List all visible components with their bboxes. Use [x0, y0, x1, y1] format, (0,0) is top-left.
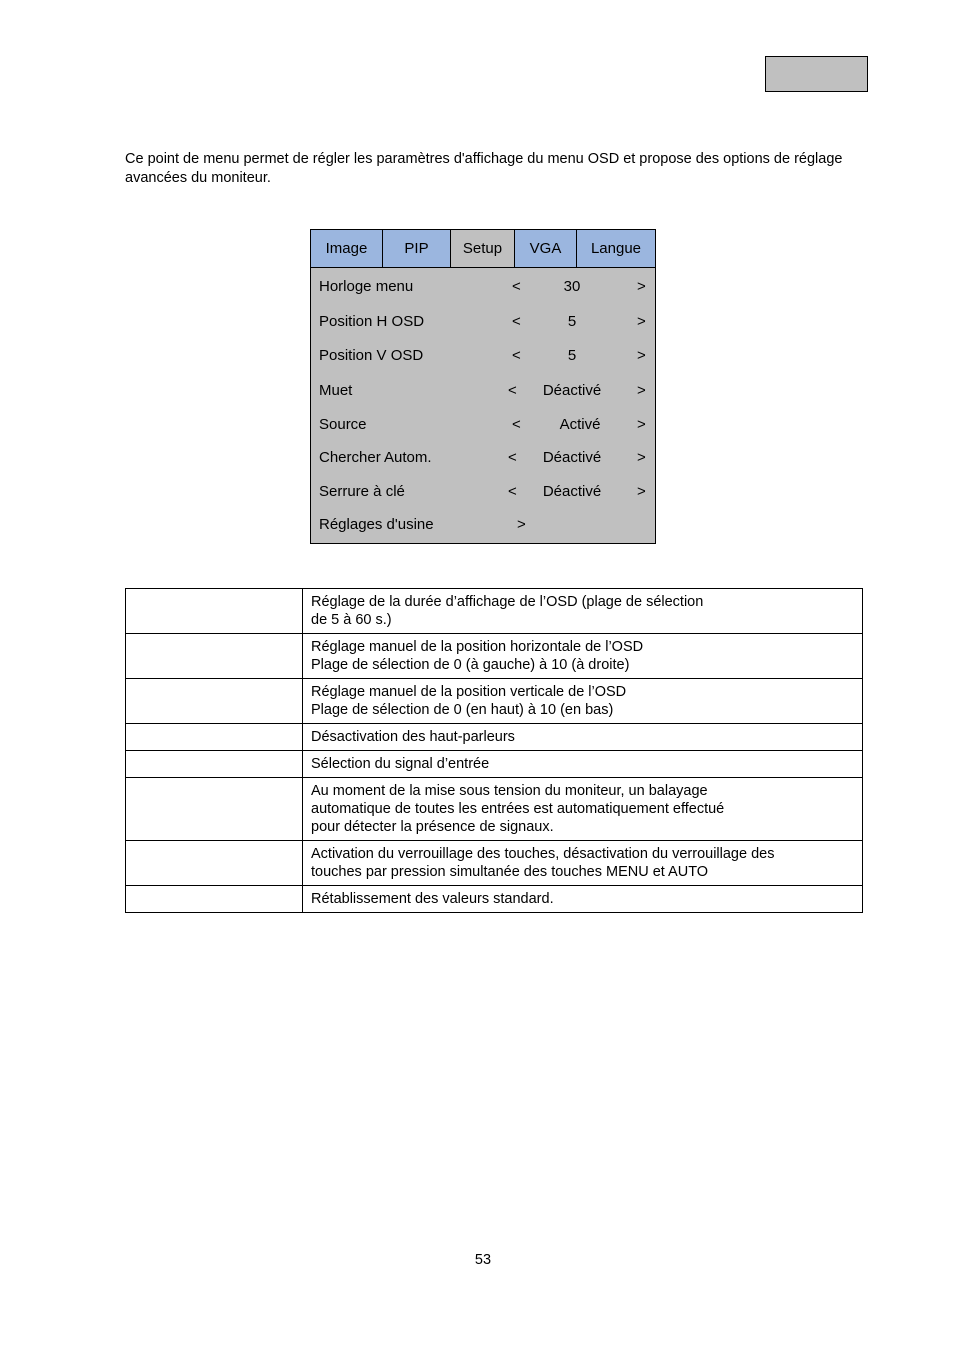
table-row — [126, 634, 863, 679]
increase-arrow[interactable]: > — [637, 382, 646, 399]
increase-arrow[interactable]: > — [637, 483, 646, 500]
tab-setup[interactable]: Setup — [451, 230, 515, 267]
table-description-cell: Réglage manuel de la position horizontale de l’OSD Plage de sélection de 0 (à gauche) à 10 (à droite) — [303, 634, 863, 679]
decrease-arrow[interactable]: < — [508, 449, 517, 466]
osd-row-value: Déactivé — [542, 382, 602, 399]
table-key-cell — [126, 751, 303, 778]
table-key-cell — [126, 679, 303, 724]
language-tab-box — [765, 56, 868, 92]
table-description-cell: Réglage manuel de la position verticale de l’OSD Plage de sélection de 0 (en haut) à 10 (en bas) — [303, 679, 863, 724]
increase-arrow[interactable]: > — [637, 416, 646, 433]
table-key-cell — [126, 778, 303, 841]
table-key-cell — [126, 886, 303, 913]
decrease-arrow[interactable]: < — [512, 278, 521, 295]
osd-row-value: Déactivé — [542, 483, 602, 500]
osd-tab-bar — [311, 230, 655, 268]
osd-row-value: Déactivé — [542, 449, 602, 466]
osd-row-muet[interactable] — [311, 382, 655, 402]
increase-arrow[interactable]: > — [637, 278, 646, 295]
description-table — [125, 588, 863, 913]
osd-row-label: Muet — [319, 382, 353, 399]
table-description-cell: Sélection du signal d’entrée — [303, 751, 863, 778]
increase-arrow[interactable]: > — [637, 449, 646, 466]
table-row — [126, 751, 863, 778]
osd-menu — [310, 229, 656, 544]
osd-row-label: Serrure à clé — [319, 483, 405, 500]
osd-row-position-v[interactable] — [311, 347, 655, 367]
osd-row-value: 30 — [563, 278, 581, 295]
page-number: 53 — [474, 1252, 492, 1268]
osd-row-chercher-autom[interactable] — [311, 449, 655, 469]
enter-arrow[interactable]: > — [517, 516, 526, 533]
osd-row-serrure-a-cle[interactable] — [311, 483, 655, 503]
osd-row-value: 5 — [567, 347, 577, 364]
tab-langue[interactable]: Langue — [577, 230, 655, 267]
osd-row-horloge-menu[interactable] — [311, 278, 655, 298]
table-row — [126, 724, 863, 751]
osd-row-value: Activé — [559, 416, 601, 433]
table-description-cell: Réglage de la durée d’affichage de l’OSD (plage de sélection de 5 à 60 s.) — [303, 589, 863, 634]
table-key-cell — [126, 841, 303, 886]
table-description-cell: Activation du verrouillage des touches, désactivation du verrouillage des touches par pression simultanée des touches MENU et AUTO — [303, 841, 863, 886]
osd-row-label: Source — [319, 416, 367, 433]
osd-row-label: Position V OSD — [319, 347, 424, 364]
table-row — [126, 679, 863, 724]
osd-row-reglages-usine[interactable] — [311, 516, 655, 536]
osd-row-label: Chercher Autom. — [319, 449, 432, 466]
table-description-cell: Désactivation des haut-parleurs — [303, 724, 863, 751]
table-key-cell — [126, 724, 303, 751]
table-key-cell — [126, 634, 303, 679]
osd-row-label: Position H OSD — [319, 313, 425, 330]
tab-image[interactable]: Image — [311, 230, 383, 267]
decrease-arrow[interactable]: < — [512, 416, 521, 433]
osd-row-value: 5 — [567, 313, 577, 330]
table-row — [126, 589, 863, 634]
increase-arrow[interactable]: > — [637, 313, 646, 330]
table-row — [126, 886, 863, 913]
osd-row-label: Réglages d'usine — [319, 516, 434, 533]
decrease-arrow[interactable]: < — [512, 347, 521, 364]
decrease-arrow[interactable]: < — [508, 483, 517, 500]
table-key-cell — [126, 589, 303, 634]
table-row — [126, 778, 863, 841]
tab-pip[interactable]: PIP — [383, 230, 451, 267]
table-description-cell: Rétablissement des valeurs standard. — [303, 886, 863, 913]
tab-vga[interactable]: VGA — [515, 230, 577, 267]
table-row — [126, 841, 863, 886]
increase-arrow[interactable]: > — [637, 347, 646, 364]
osd-row-label: Horloge menu — [319, 278, 414, 295]
decrease-arrow[interactable]: < — [512, 313, 521, 330]
intro-paragraph: Ce point de menu permet de régler les paramètres d'affichage du menu OSD et propose des options de réglage avancées du moniteur. — [125, 151, 843, 186]
osd-row-source[interactable] — [311, 416, 655, 436]
osd-row-position-h[interactable] — [311, 313, 655, 333]
table-description-cell: Au moment de la mise sous tension du moniteur, un balayage automatique de toutes les entrées est automatiquement effectué pour détecter la présence de signaux. — [303, 778, 863, 841]
decrease-arrow[interactable]: < — [508, 382, 517, 399]
